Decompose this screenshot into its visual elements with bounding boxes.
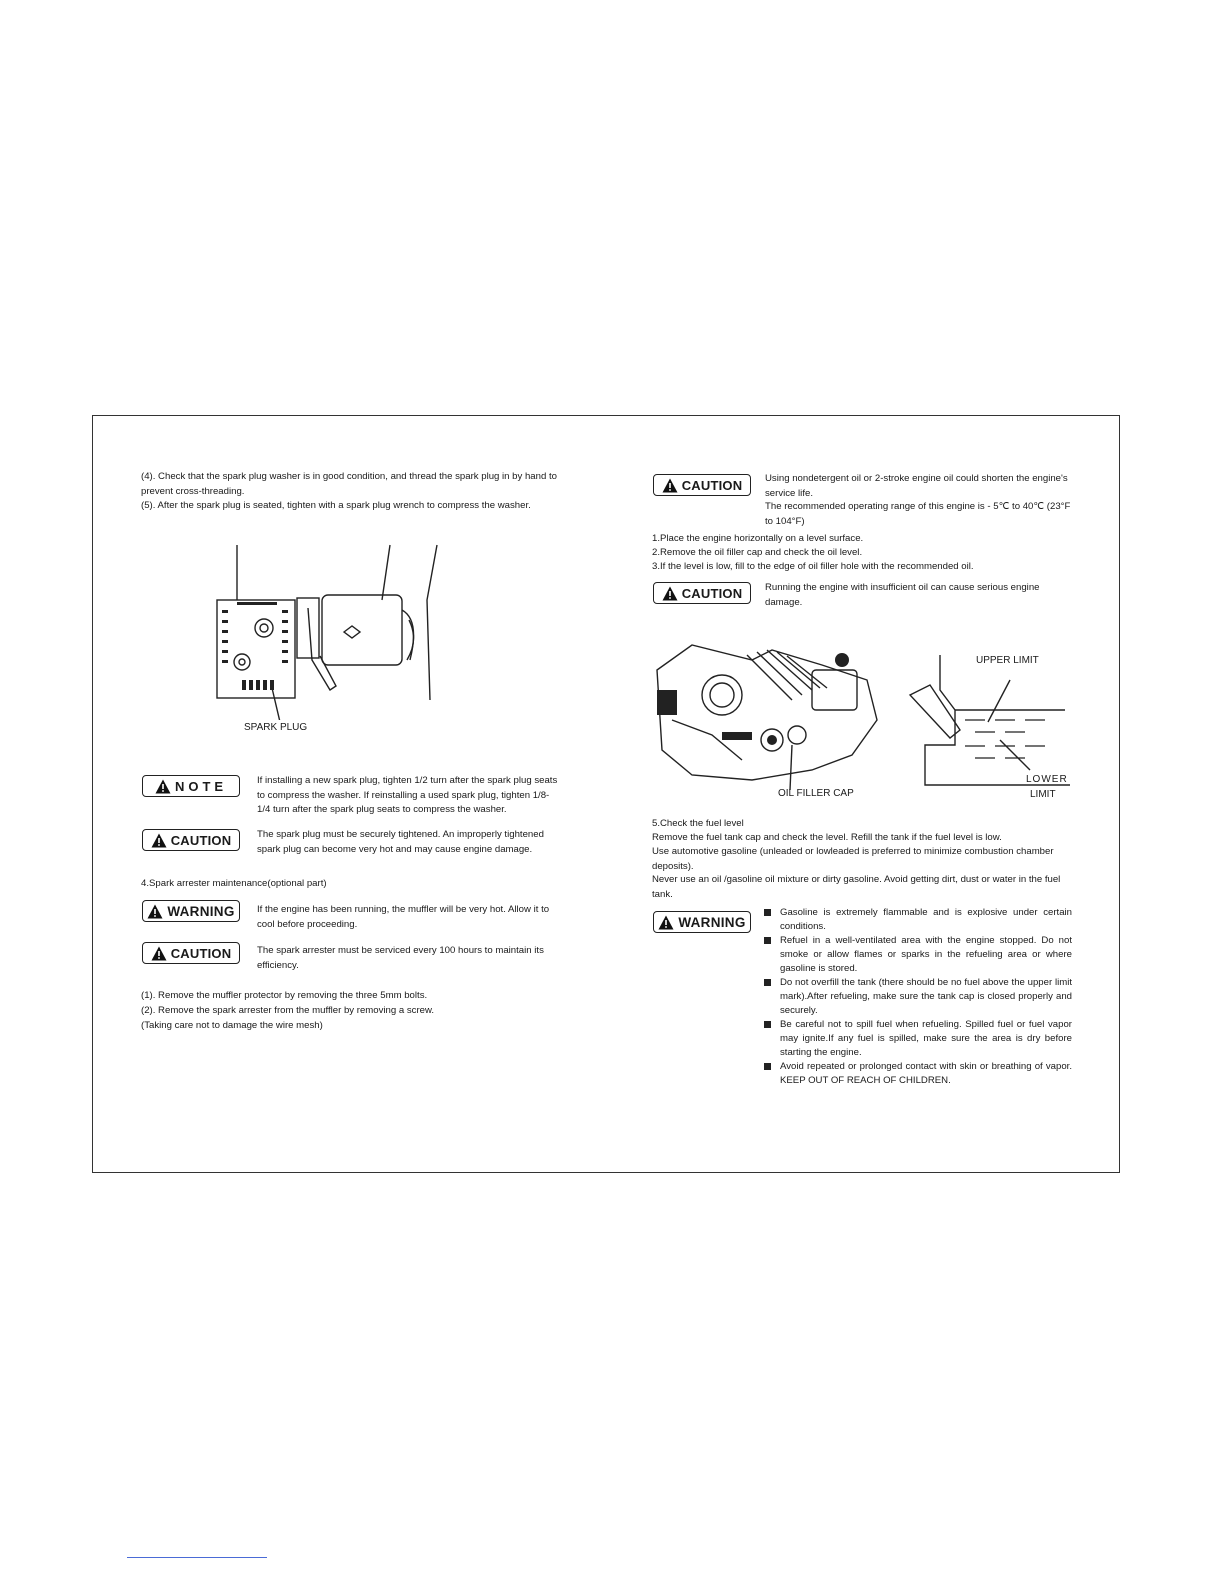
arrester-heading: 4.Spark arrester maintenance(optional part) <box>141 878 327 889</box>
oil-filler-cap-caption: OIL FILLER CAP <box>778 788 854 799</box>
caution-label-1 <box>142 829 240 851</box>
oil-step-1: 1.Place the engine horizontally on a level surface. <box>652 533 864 544</box>
spark-plug-caption: SPARK PLUG <box>244 722 308 733</box>
arrester-step-2-note: (Taking care not to damage the wire mesh) <box>141 1020 323 1031</box>
caution-4-text: Running the engine with insufficient oil can cause serious engine damage. <box>765 582 1040 608</box>
caution-label-1-text: CAUTION <box>170 832 232 848</box>
lower-limit-label-1: LOWER <box>1026 774 1068 785</box>
warning-triangle-icon <box>155 779 171 794</box>
warning-triangle-icon <box>151 833 167 848</box>
warning-label-2-text: WARNING <box>678 914 746 930</box>
caution-3-text-a: Using nondetergent oil or 2-stroke engine oil could shorten the engine's service life. <box>765 473 1068 499</box>
warning-triangle-icon <box>662 478 678 493</box>
upper-limit-label: UPPER LIMIT <box>976 655 1039 666</box>
bullet-square-icon <box>764 937 771 944</box>
warning-label-1 <box>142 900 240 922</box>
spark-plug-illustration <box>212 540 452 720</box>
caution-1-text: The spark plug must be securely tightened. An improperly tightened spark plug can become very hot and may cause engine damage. <box>257 829 544 855</box>
step-5-text: (5). After the spark plug is seated, tighten with a spark plug wrench to compress the washer. <box>141 500 531 511</box>
caution-2-text: The spark arrester must be serviced every 100 hours to maintain its efficiency. <box>257 945 544 971</box>
fuel-line-1: Remove the fuel tank cap and check the level. Refill the tank if the fuel level is low. <box>652 832 1002 843</box>
warning-label-2 <box>653 911 751 933</box>
oil-step-2: 2.Remove the oil filler cap and check the oil level. <box>652 547 863 558</box>
bullet-square-icon <box>764 1021 771 1028</box>
caution-label-3 <box>653 474 751 496</box>
bullet-square-icon <box>764 979 771 986</box>
fuel-heading: 5.Check the fuel level <box>652 818 744 829</box>
step-4-text: (4). Check that the spark plug washer is in good condition, and thread the spark plug in by hand to prevent cross-threading. <box>141 471 557 497</box>
warning-triangle-icon <box>662 586 678 601</box>
caution-label-3-text: CAUTION <box>681 477 743 493</box>
footer-rule <box>127 1557 267 1558</box>
list-item: Do not overfill the tank (there should be no fuel above the upper limit mark).After refueling, make sure the tank cap is closed properly and securely. <box>764 976 1072 1018</box>
warning-label-1-text: WARNING <box>167 903 235 919</box>
caution-label-4 <box>653 582 751 604</box>
list-item: Gasoline is extremely flammable and is explosive under certain conditions. <box>764 906 1072 934</box>
arrester-step-1: (1). Remove the muffler protector by removing the three 5mm bolts. <box>141 990 428 1001</box>
fuel-line-2: Use automotive gasoline (unleaded or lowleaded is preferred to minimize combustion chamber deposits). <box>652 846 1054 872</box>
caution-label-2-text: CAUTION <box>170 945 232 961</box>
engine-oil-filler-illustration <box>652 640 882 790</box>
bullet-square-icon <box>764 1063 771 1070</box>
note-label <box>142 775 240 797</box>
warning-triangle-icon <box>151 946 167 961</box>
arrester-step-2: (2). Remove the spark arrester from the muffler by removing a screw. <box>141 1005 435 1016</box>
list-item: Avoid repeated or prolonged contact with skin or breathing of vapor. KEEP OUT OF REACH OF CHILDREN. <box>764 1060 1072 1088</box>
list-item: Be careful not to spill fuel when refueling. Spilled fuel or fuel vapor may ignite.If any fuel is spilled, make sure the area is dry before starting the engine. <box>764 1018 1072 1060</box>
oil-level-gauge-illustration <box>900 650 1075 790</box>
note-text: If installing a new spark plug, tighten 1/2 turn after the spark plug seats to compress the washer. If reinstalling a used spark plug, tighten 1/8-1/4 turn after the spark plug seats to compress the washer. <box>257 775 558 815</box>
oil-step-3: 3.If the level is low, fill to the edge of oil filler hole with the recommended oil. <box>652 561 974 572</box>
warning-triangle-icon <box>147 904 163 919</box>
warning-triangle-icon <box>658 915 674 930</box>
lower-limit-label-2: LIMIT <box>1030 789 1056 800</box>
bullet-square-icon <box>764 909 771 916</box>
caution-label-2 <box>142 942 240 964</box>
caution-3-text-b: The recommended operating range of this engine is - 5℃ to 40℃ (23°F to 104°F) <box>765 501 1071 527</box>
list-item: Refuel in a well-ventilated area with the engine stopped. Do not smoke or allow flames or sparks in the refueling area or where gasoline is stored. <box>764 934 1072 976</box>
caution-label-4-text: CAUTION <box>681 585 743 601</box>
warning-bullet-list <box>764 906 1072 1088</box>
warning-1-text: If the engine has been running, the muffler will be very hot. Allow it to cool before proceeding. <box>257 904 550 930</box>
fuel-line-3: Never use an oil /gasoline oil mixture or dirty gasoline. Avoid getting dirt, dust or water in the fuel tank. <box>652 874 1061 900</box>
note-label-text: NOTE <box>174 778 228 794</box>
